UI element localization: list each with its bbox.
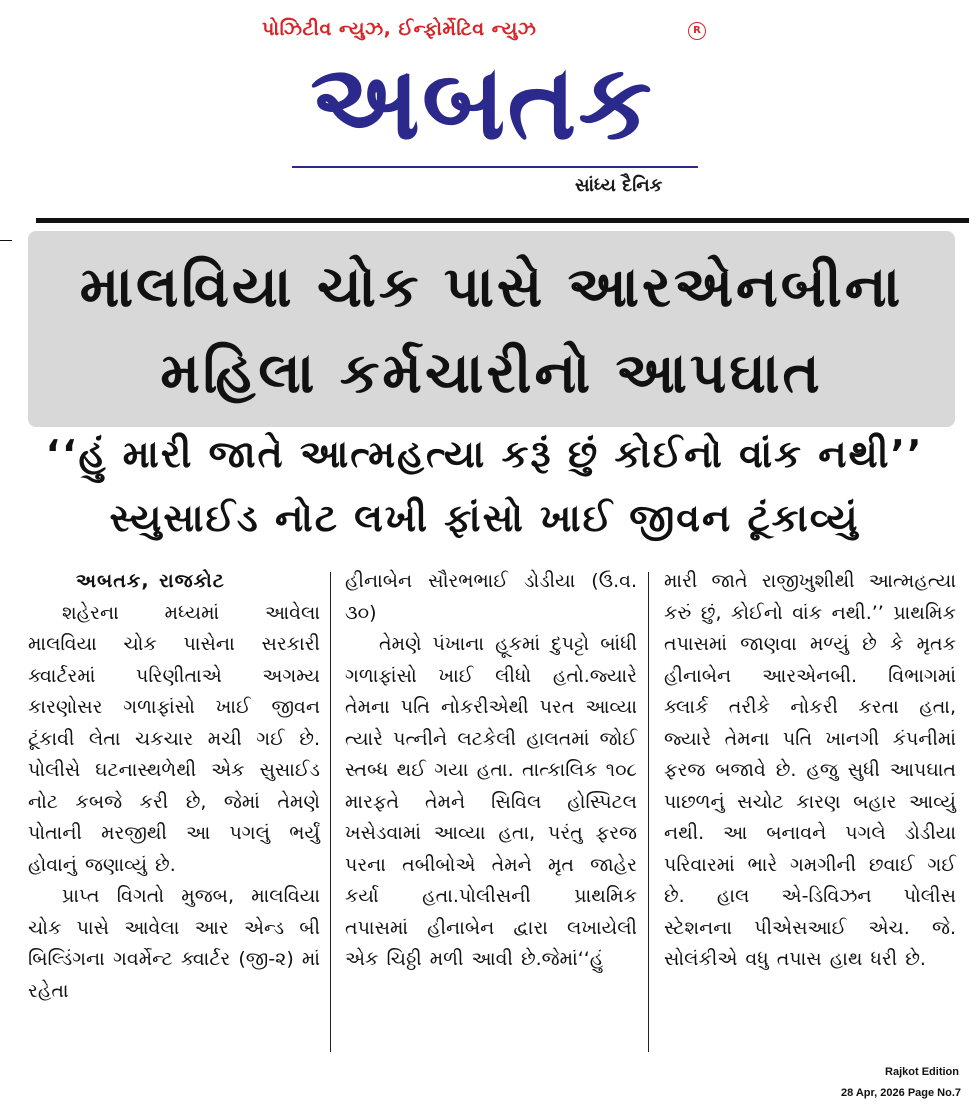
column-divider (330, 572, 331, 1052)
headline-line-2: મહિલા કર્મચારીનો આપઘાત (160, 341, 823, 406)
article-column-3 (664, 566, 956, 1056)
article-paragraph: તેમણે પંખાના હૂકમાં દુપટ્ટો બાંધી ગળાફાંસો ખાઈ લીધો હતો.જ્યારે તેમના પતિ નોકરીએથી પરત આવ્યા ત્યારે પત્નીને લટકેલી હાલતમાં જોઈ સ્તબ્ધ થઈ ગયા હતા. તાત્કાલિક ૧૦૮ મારફતે તેમને સિવિલ હોસ્પિટલ ખસેડવામાં આવ્યા હતા, પરંતુ ફરજ પરના તબીબોએ તેમને મૃત જાહેર કર્યા હતા.પોલીસની પ્રાથમિક તપાસમાં હીનાબેન દ્વારા લખાયેલી એક ચિઠ્ઠી મળી આવી છે.જેમાં‘‘હું (345, 633, 637, 970)
column-divider (648, 572, 649, 1052)
article-paragraph: પ્રાપ્ત વિગતો મુજબ, માલવિયા ચોક પાસે આવેલા આર એન્ડ બી બિલ્ડિંગના ગવર્મેન્ટ ક્વાર્ટર (જી-૨) માં રહેતા (28, 885, 320, 1002)
article-paragraph: મારી જાતે રાજીખુશીથી આત્મહત્યા કરું છું, કોઈનો વાંક નથી.’’ પ્રાથમિક તપાસમાં જાણવા મળ્યું છે કે મૃતક હીનાબેન આરએનબી. વિભાગમાં ક્લાર્ક તરીકે નોકરી કરતા હતા, જ્યારે તેમના પતિ ખાનગી કંપનીમાં ફરજ બજાવે છે. હજુ સુધી આપઘાત પાછળનું સચોટ કારણ બહાર આવ્યું નથી. આ બનાવને પગલે ડોડીયા પરિવારમાં ભારે ગમગીની છવાઈ ગઈ છે. હાલ એ-ડિવિઝન પોલીસ સ્ટેશનના પીએસઆઈ એચ. જે. સોલંકીએ વધુ તપાસ હાથ ધરી છે. (664, 570, 956, 970)
masthead-tagline: પોઝિટીવ ન્યુઝ, ઈન્ફોર્મેટિવ ન્યુઝ (262, 18, 537, 40)
subheadline-quote: ‘‘હું મારી જાતે આત્મહત્યા કરૂં છું કોઈનો વાંક નથી’’ (45, 432, 924, 476)
article-column-1 (28, 566, 320, 1056)
subheadline-line-2: સ્યુસાઈડ નોટ લખી ફાંસો ખાઈ જીવન ટૂંકાવ્યું (109, 496, 860, 540)
masthead-subtitle: સાંધ્ય દૈનિક (575, 175, 663, 196)
masthead (0, 0, 969, 225)
article-byline: અબતક, રાજકોટ (76, 570, 225, 592)
article-paragraph: હીનાબેન સૌરભભાઈ ડોડીયા (ઉ.વ. ૩૦) (345, 570, 637, 624)
date-page-label: 28 Apr, 2026 Page No.7 (840, 1087, 961, 1099)
article-column-2 (345, 566, 637, 1056)
registered-trademark-icon: R (688, 22, 706, 40)
newspaper-logo: અબતક (310, 41, 654, 163)
article-paragraph: શહેરના મધ્યમાં આવેલા માલવિયા ચોક પાસેના સરકારી ક્વાર્ટરમાં પરિણીતાએ અગમ્ય કારણોસર ગળાફાંસો ખાઈ જીવન ટૂંકાવી લેતા ચકચાર મચી ગઈ છે. પોલીસે ઘટનાસ્થળેથી એક સુસાઈડ નોટ કબજે કરી છે, જેમાં તેમણે પોતાની મરજીથી આ પગલું ભર્યું હોવાનું જણાવ્યું છે. (28, 601, 320, 876)
edition-label: Rajkot Edition (885, 1066, 959, 1078)
margin-tick (0, 240, 12, 241)
headline-line-1: માલવિયા ચોક પાસે આરએનબીના (79, 255, 904, 320)
masthead-divider (36, 218, 969, 223)
logo-underline (292, 166, 698, 168)
headline-box (28, 231, 955, 427)
